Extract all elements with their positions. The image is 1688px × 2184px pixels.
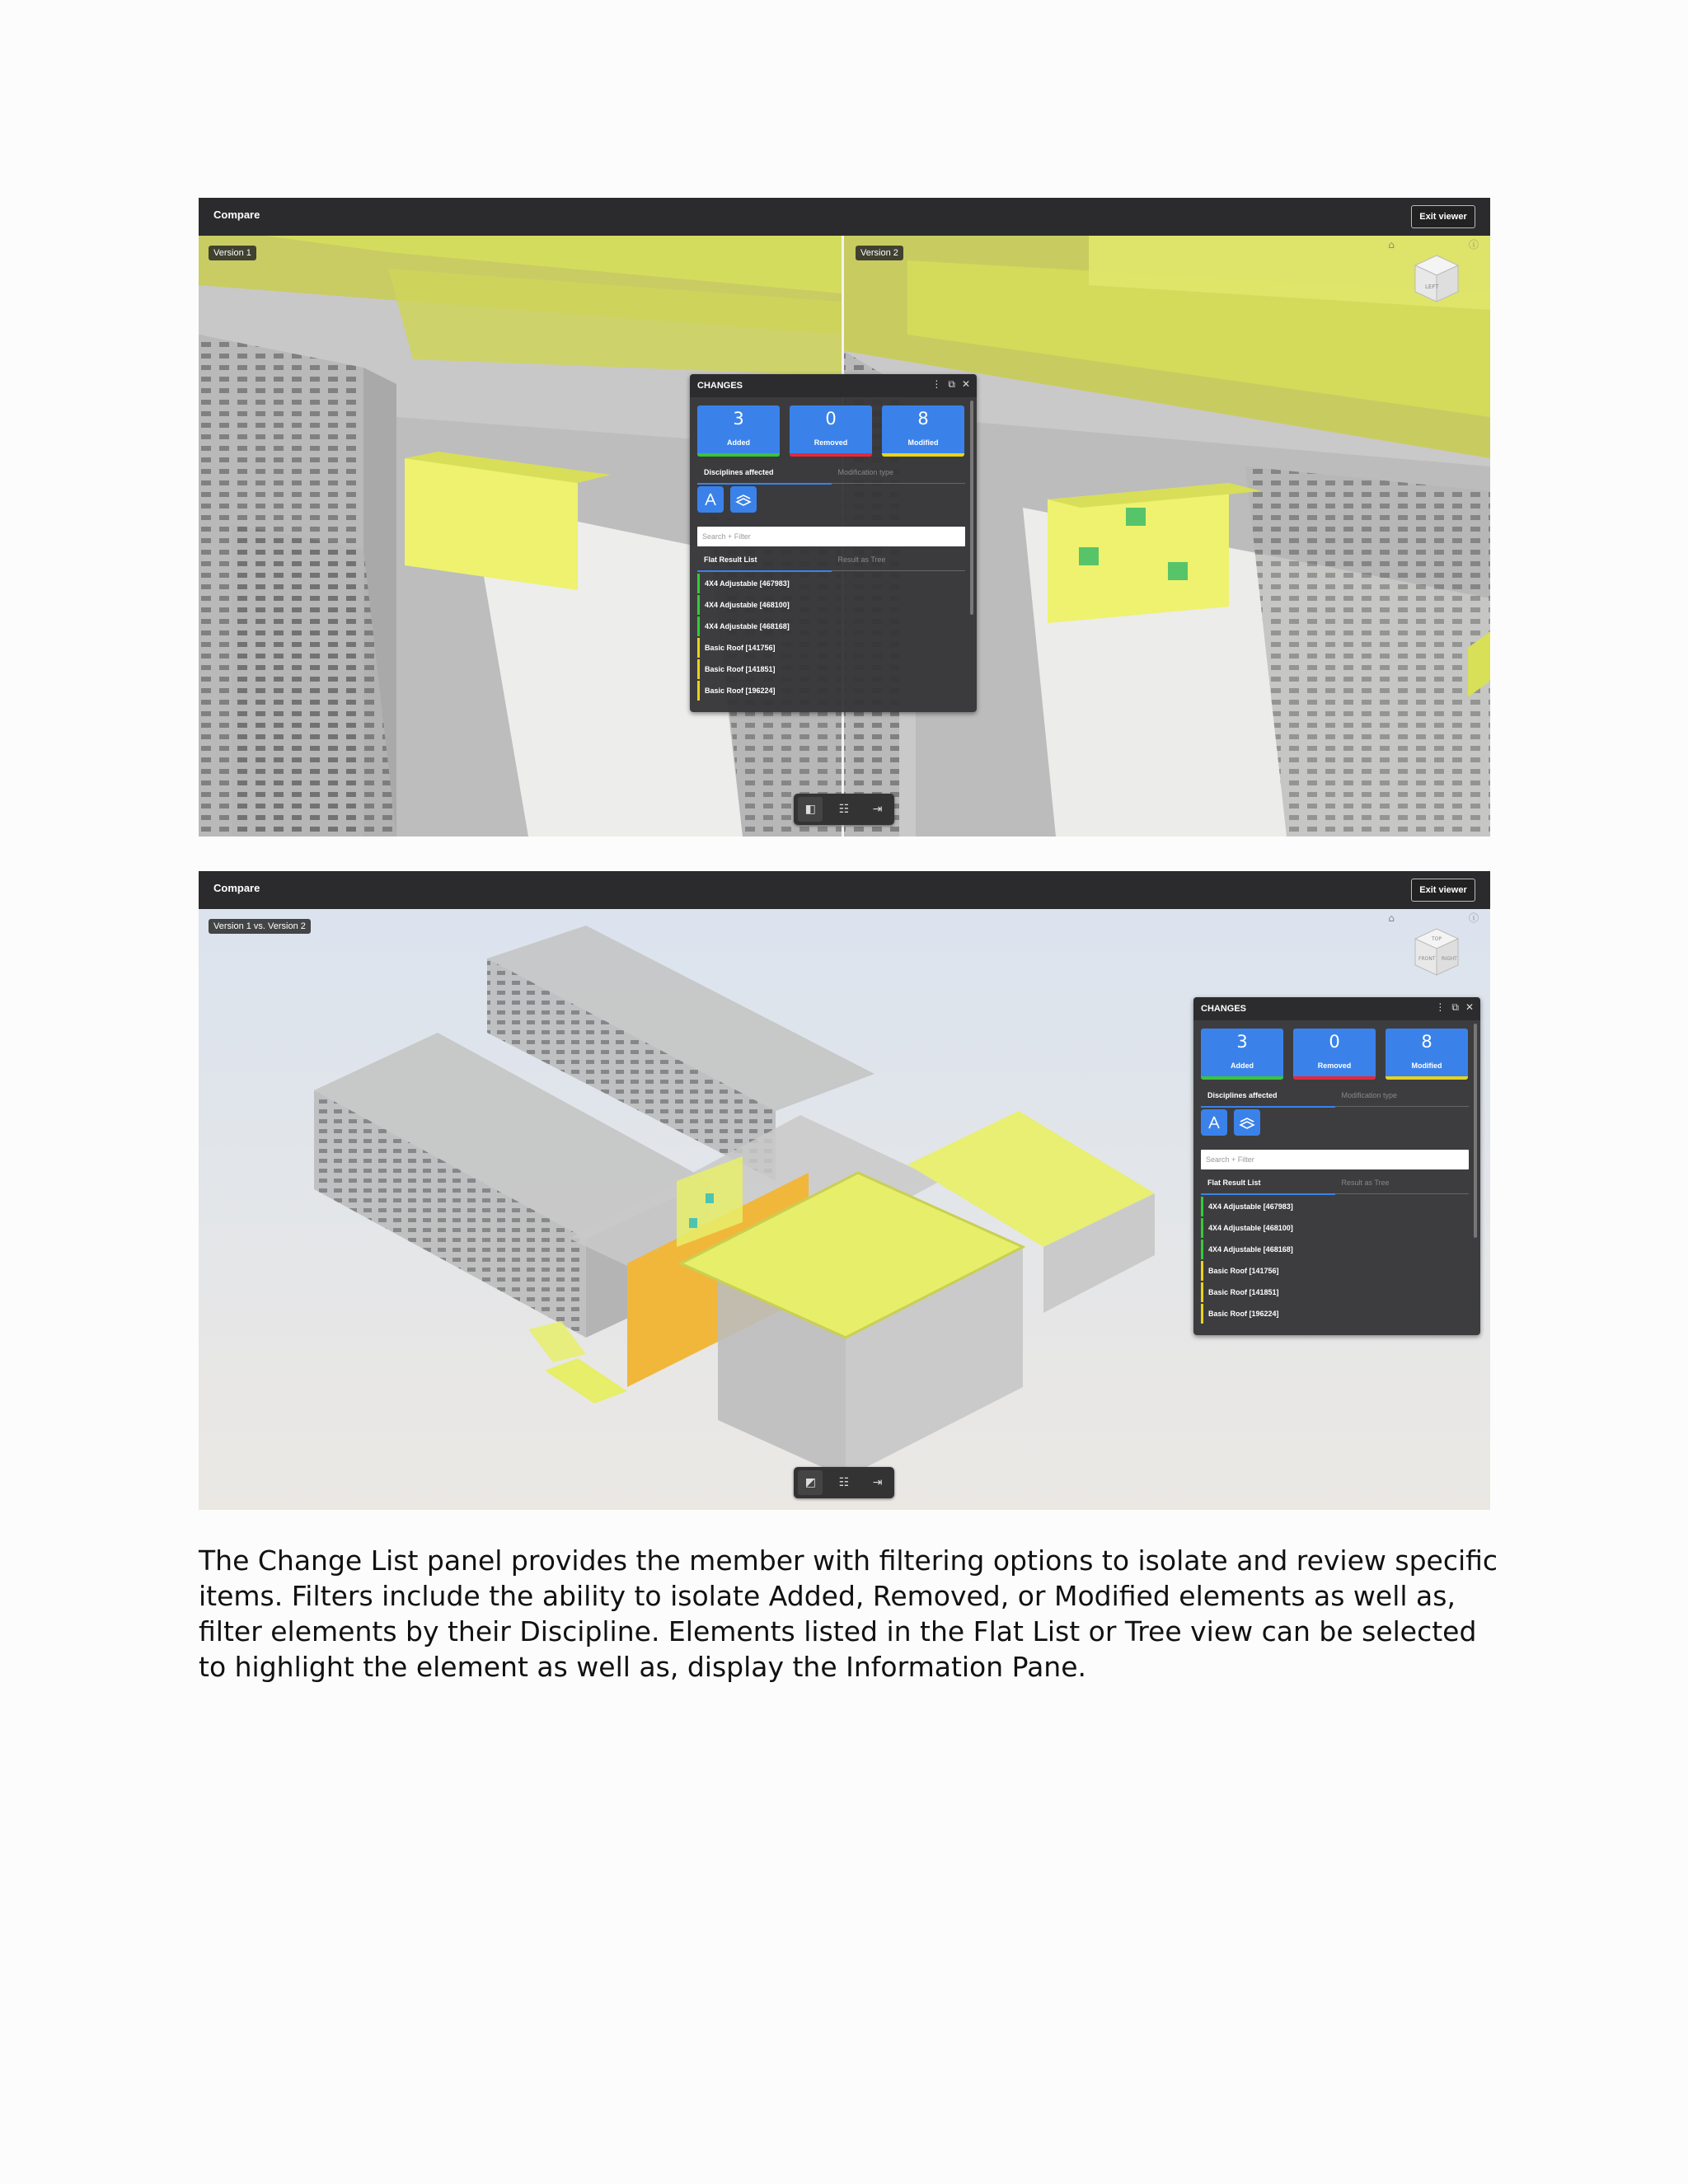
compare-screenshot-overlay [199,871,1490,1510]
app-title: Compare [213,882,260,894]
tab-modification-type[interactable]: Modification type [1341,1091,1398,1099]
list-item[interactable]: Basic Roof [141851] [1201,1282,1469,1302]
exit-viewer-button[interactable]: Exit viewer [1411,205,1475,228]
exit-viewer-button[interactable]: Exit viewer [1411,879,1475,902]
viewer-toolbar [794,1467,894,1498]
more-options-icon[interactable]: ⋮ [931,378,942,390]
view-cube-icon[interactable] [1410,926,1463,978]
modified-label: Modified [1411,1062,1442,1070]
tab-disciplines-affected[interactable]: Disciplines affected [1201,1091,1335,1106]
list-item[interactable]: Basic Roof [141756] [1201,1261,1469,1281]
panel-header [690,374,977,397]
view-cube-top-label: TOP [1432,936,1442,942]
close-icon[interactable]: ✕ [1465,1001,1474,1013]
more-options-icon[interactable]: ⋮ [1435,1001,1446,1013]
top-bar [199,871,1490,909]
list-view-icon[interactable]: ☷ [838,1476,850,1489]
viewer-canvas[interactable] [199,909,1490,1510]
description-paragraph: The Change List panel provides the member with filtering options to isolate and review specific items. Filters include the ability to isolate Added, Removed, or Modified elements as well as, filter elements by their Discipline. Elements listed in the Flat List or Tree view can be selected to highlight the element as well as, display the Information Pane. [199,1544,1498,1683]
result-list [697,574,965,702]
modified-count: 8 [1421,1032,1432,1052]
structure-discipline-icon[interactable] [1234,1109,1260,1136]
added-label: Added [727,438,750,447]
tab-result-as-tree[interactable]: Result as Tree [1341,1179,1390,1187]
version-compare-label: Version 1 vs. Version 2 [209,919,311,934]
home-icon[interactable]: ⌂ [1388,239,1395,251]
search-filter-input[interactable]: Search + Filter [697,527,965,546]
panel-scrollbar[interactable] [970,401,973,615]
view-cube-front-label: FRONT [1418,956,1436,962]
compare-screenshot-side-by-side [199,198,1490,837]
panel-title: CHANGES [1201,1004,1247,1014]
exit-compare-icon[interactable]: ⇥ [872,1476,883,1489]
version-2-label: Version 2 [856,246,903,260]
app-title: Compare [213,209,260,221]
removed-label: Removed [814,438,848,447]
panel-scrollbar[interactable] [1474,1024,1477,1238]
list-item[interactable]: Basic Roof [141756] [697,638,965,658]
list-item[interactable]: Basic Roof [196224] [697,681,965,701]
overlay-view-icon[interactable]: ◩ [798,1470,823,1495]
list-item[interactable]: 4X4 Adjustable [467983] [697,574,965,593]
panel-title: CHANGES [697,381,743,391]
tab-disciplines-affected[interactable]: Disciplines affected [697,468,832,483]
close-icon[interactable]: ✕ [961,378,970,390]
list-item[interactable]: 4X4 Adjustable [468168] [697,616,965,636]
info-icon[interactable]: ⓘ [1468,912,1479,924]
modified-count: 8 [917,409,929,429]
viewer-toolbar [794,794,894,825]
list-item[interactable]: 4X4 Adjustable [468168] [1201,1240,1469,1259]
removed-count: 0 [825,409,837,429]
removed-label: Removed [1317,1062,1352,1070]
added-count: 3 [1236,1032,1248,1052]
tab-flat-result-list[interactable]: Flat Result List [1201,1179,1335,1193]
added-count: 3 [733,409,744,429]
popout-icon[interactable]: ⧉ [948,378,955,390]
modified-filter-button[interactable] [882,405,964,457]
architecture-discipline-icon[interactable] [1201,1109,1227,1136]
view-cube-icon[interactable] [1410,252,1463,305]
changes-panel [1193,997,1480,1335]
search-filter-input[interactable]: Search + Filter [1201,1150,1469,1169]
list-item[interactable]: 4X4 Adjustable [467983] [1201,1197,1469,1216]
viewer-canvas[interactable] [199,236,1490,837]
exit-compare-icon[interactable]: ⇥ [872,803,883,816]
tab-flat-result-list[interactable]: Flat Result List [697,555,832,570]
structure-discipline-icon[interactable] [730,486,757,513]
list-view-icon[interactable]: ☷ [838,803,850,816]
removed-count: 0 [1329,1032,1340,1052]
popout-icon[interactable]: ⧉ [1451,1001,1459,1013]
changes-panel [690,374,977,712]
top-bar [199,198,1490,236]
added-filter-button[interactable] [697,405,780,457]
list-item[interactable]: 4X4 Adjustable [468100] [1201,1218,1469,1238]
info-icon[interactable]: ⓘ [1468,239,1479,251]
modified-filter-button[interactable] [1386,1029,1468,1080]
added-filter-button[interactable] [1201,1029,1283,1080]
home-icon[interactable]: ⌂ [1388,912,1395,924]
version-1-label: Version 1 [209,246,256,260]
split-view-icon[interactable]: ◧ [798,797,823,822]
result-list [1201,1197,1469,1325]
list-item[interactable]: 4X4 Adjustable [468100] [697,595,965,615]
view-cube-right-label: RIGHT [1442,956,1457,962]
tab-result-as-tree[interactable]: Result as Tree [837,555,886,564]
view-cube-face-label: LEFT [1425,284,1439,290]
list-item[interactable]: Basic Roof [196224] [1201,1304,1469,1324]
architecture-discipline-icon[interactable] [697,486,724,513]
list-item[interactable]: Basic Roof [141851] [697,659,965,679]
panel-header [1193,997,1480,1020]
tab-modification-type[interactable]: Modification type [837,468,894,476]
modified-label: Modified [907,438,939,447]
removed-filter-button[interactable] [790,405,872,457]
added-label: Added [1231,1062,1254,1070]
removed-filter-button[interactable] [1293,1029,1376,1080]
